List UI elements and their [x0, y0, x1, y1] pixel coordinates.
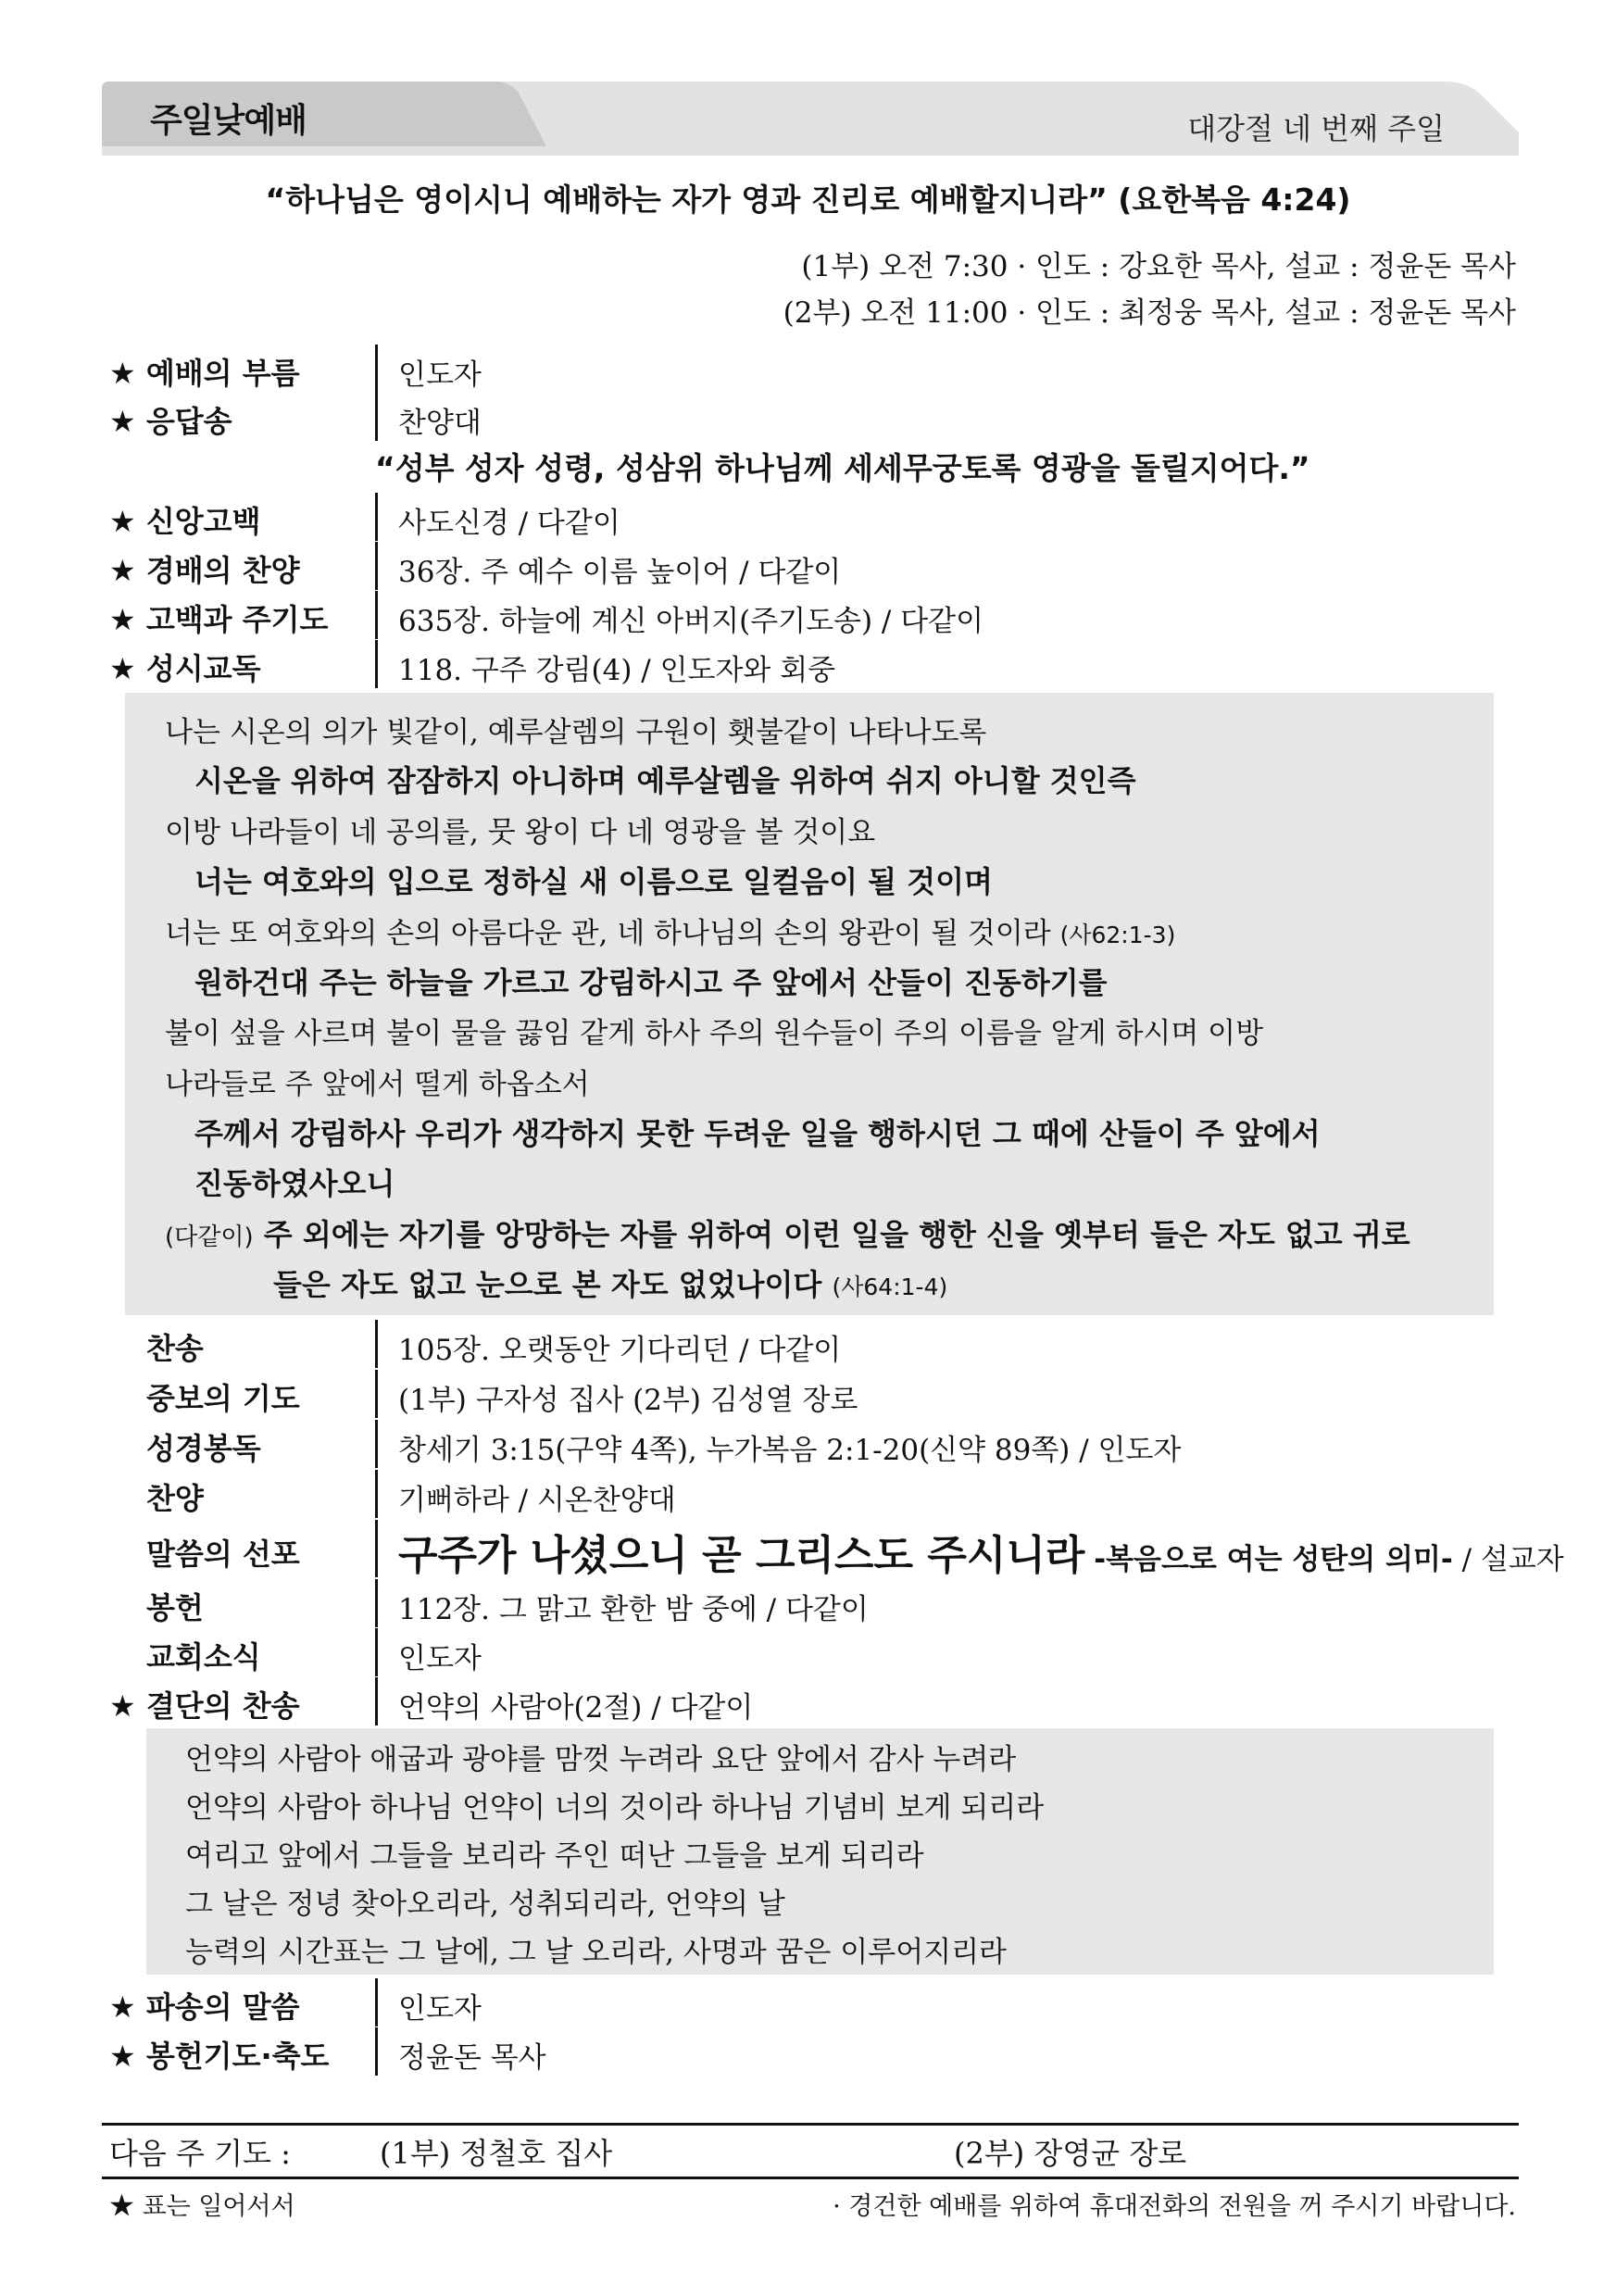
- row-divider: [375, 1470, 378, 1518]
- row-divider: [375, 493, 378, 541]
- order-value: 창세기 3:15(구약 4쪽), 누가복음 2:1-20(신약 89쪽) / 인도자: [398, 1434, 1182, 1467]
- order-label: ★ 파송의 말씀: [109, 1989, 300, 2025]
- service-second: (2부) 오전 11:00 · 인도 : 최정웅 목사, 설교 : 정윤돈 목사: [783, 296, 1516, 330]
- order-row: [109, 393, 1517, 441]
- row-divider: [375, 1579, 378, 1627]
- order-row: [109, 493, 1517, 541]
- sunday-subtitle: 대강절 네 번째 주일: [1187, 111, 1445, 146]
- order-value: 112장. 그 맑고 환한 밤 중에 / 다같이: [398, 1593, 869, 1626]
- order-value: 기뻐하라 / 시온찬양대: [398, 1484, 676, 1517]
- order-row: [109, 1370, 1517, 1418]
- sermon-row: [109, 1520, 1564, 1579]
- order-value: 찬양대: [398, 407, 482, 440]
- next-week-prayer-label: 다음 주 기도 :: [109, 2136, 291, 2171]
- order-row: [109, 1470, 1517, 1518]
- order-row: [109, 1628, 1517, 1676]
- row-divider: [375, 1370, 378, 1418]
- reading-leader-line: [165, 910, 1175, 951]
- phone-notice: · 경건한 예배를 위하여 휴대전화의 전원을 꺼 주시기 바랍니다.: [833, 2192, 1516, 2221]
- order-row: [109, 640, 1517, 688]
- order-value: 사도신경 / 다같이: [398, 507, 620, 540]
- order-label: 찬송: [146, 1331, 204, 1366]
- reading-text: 너는 또 여호와의 손의 아름다운 관, 네 하나님의 손의 왕관이 될 것이라: [165, 917, 1051, 950]
- next-week-prayer-second: (2부) 장영균 장로: [954, 2136, 1187, 2171]
- reading-text: 주 외에는 자기를 앙망하는 자를 위하여 이런 일을 행한 신을 옛부터 들은 자도 없고 귀로: [263, 1217, 1410, 1252]
- reading-leader-line: 이방 나라들이 네 공의를, 뭇 왕이 다 네 영광을 볼 것이요: [165, 816, 876, 849]
- all-together-marker: (다같이): [165, 1223, 254, 1251]
- row-divider: [375, 2027, 378, 2076]
- order-row: [109, 1978, 1517, 2026]
- scripture-reference: (사64:1-4): [832, 1273, 948, 1300]
- order-value: 635장. 하늘에 계신 아버지(주기도송) / 다같이: [398, 605, 984, 638]
- order-label: ★ 결단의 찬송: [109, 1688, 300, 1724]
- order-value: 인도자: [398, 1642, 482, 1675]
- row-divider: [375, 1978, 378, 2026]
- reading-people-line: 원하건대 주는 하늘을 가르고 강림하시고 주 앞에서 산들이 진동하기를: [194, 965, 1108, 1000]
- order-row: [109, 2027, 1517, 2076]
- row-divider: [375, 1520, 378, 1577]
- order-row: [109, 345, 1517, 393]
- order-label: ★ 응답송: [109, 404, 232, 439]
- sermon-title: 구주가 나셨으니 곧 그리스도 주시니라: [398, 1532, 1085, 1579]
- row-divider: [375, 393, 378, 441]
- order-row: [109, 591, 1517, 639]
- service-first: (1부) 오전 7:30 · 인도 : 강요한 목사, 설교 : 정윤돈 목사: [801, 250, 1516, 283]
- hymn-lyric-line: 능력의 시간표는 그 날에, 그 날 오리라, 사명과 꿈은 이루어지리라: [185, 1936, 1007, 1969]
- order-label: ★ 신앙고백: [109, 504, 261, 539]
- order-label: 말씀의 선포: [146, 1537, 300, 1572]
- reading-all-line: [165, 1211, 1410, 1254]
- order-label: 봉헌: [146, 1590, 204, 1625]
- row-divider: [375, 1677, 378, 1725]
- sermon-subtitle: -복음으로 여는 성탄의 의미-: [1094, 1543, 1453, 1576]
- order-row: [109, 1320, 1517, 1368]
- row-divider: [375, 542, 378, 590]
- order-label: ★ 경배의 찬양: [109, 553, 300, 588]
- order-label: ★ 성시교독: [109, 651, 261, 686]
- standing-note: ★ 표는 일어서서: [109, 2192, 295, 2221]
- order-row: [109, 1579, 1517, 1627]
- order-value: 정윤돈 목사: [398, 2041, 546, 2075]
- section-header: [102, 82, 1519, 156]
- order-value: 언약의 사람아(2절) / 다같이: [398, 1691, 754, 1725]
- sermon-value: [398, 1522, 1564, 1581]
- row-divider: [375, 1628, 378, 1676]
- reading-people-line: 너는 여호와의 입으로 정하실 새 이름으로 일컬음이 될 것이며: [194, 864, 993, 899]
- order-label: 찬양: [146, 1481, 204, 1516]
- scripture-reference: (사62:1-3): [1059, 922, 1176, 948]
- order-label: 성경봉독: [146, 1431, 261, 1466]
- reading-text: 들은 자도 없고 눈으로 본 자도 없었나이다: [273, 1267, 822, 1302]
- hymn-lyric-line: 그 날은 정녕 찾아오리라, 성취되리라, 언약의 날: [185, 1888, 785, 1921]
- hymn-lyric-line: 언약의 사람아 애굽과 광야를 맘껏 누려라 요단 앞에서 감사 누려라: [185, 1743, 1017, 1776]
- order-value: 118. 구주 강림(4) / 인도자와 회중: [398, 654, 836, 687]
- order-label: ★ 고백과 주기도: [109, 602, 329, 637]
- hymn-lyric-line: 언약의 사람아 하나님 언약이 너의 것이라 하나님 기념비 보게 되리라: [185, 1791, 1045, 1825]
- hymn-lyric-line: 여리고 앞에서 그들을 보리라 주인 떠난 그들을 보게 되리라: [185, 1839, 924, 1873]
- order-value: 105장. 오랫동안 기다리던 / 다같이: [398, 1334, 842, 1367]
- next-week-prayer-first: (1부) 정철호 집사: [380, 2136, 613, 2171]
- order-value: 인도자: [398, 358, 482, 392]
- order-row: [109, 542, 1517, 590]
- order-label: ★ 예배의 부름: [109, 356, 300, 391]
- reading-all-line: [273, 1261, 947, 1304]
- order-label: ★ 봉헌기도·축도: [109, 2039, 330, 2074]
- footer-bottom-rule: [102, 2177, 1519, 2179]
- order-row: [109, 1677, 1517, 1725]
- reading-people-line: 진동하였사오니: [194, 1166, 395, 1201]
- row-divider: [375, 591, 378, 639]
- order-row: [109, 1420, 1517, 1468]
- order-value: 36장. 주 예수 이름 높이어 / 다같이: [398, 556, 842, 589]
- order-label: 교회소식: [146, 1639, 261, 1675]
- sermon-preacher: / 설교자: [1452, 1543, 1564, 1576]
- motto-verse: “하나님은 영이시니 예배하는 자가 영과 진리로 예배할지니라” (요한복음 4:24): [265, 182, 1351, 218]
- footer-top-rule: [102, 2123, 1519, 2126]
- row-divider: [375, 1420, 378, 1468]
- row-divider: [375, 345, 378, 393]
- reading-people-line: 주께서 강림하사 우리가 생각하지 못한 두려운 일을 행하시던 그 때에 산들이 주 앞에서: [194, 1116, 1321, 1151]
- service-title: 주일낮예배: [150, 102, 307, 140]
- reading-people-line: 시온을 위하여 잠잠하지 아니하며 예루살렘을 위하여 쉬지 아니할 것인즉: [194, 763, 1136, 798]
- row-divider: [375, 640, 378, 688]
- order-value: 인도자: [398, 1992, 482, 2026]
- reading-leader-line: 나라들로 주 앞에서 떨게 하옵소서: [165, 1068, 590, 1101]
- row-divider: [375, 1320, 378, 1368]
- reading-leader-line: 불이 섶을 사르며 불이 물을 끓임 같게 하사 주의 원수들이 주의 이름을 알게 하시며 이방: [165, 1017, 1264, 1050]
- order-value: (1부) 구자성 집사 (2부) 김성열 장로: [398, 1384, 858, 1417]
- response-quote: “성부 성자 성령, 성삼위 하나님께 세세무궁토록 영광을 돌릴지어다.”: [375, 450, 1310, 486]
- order-label: 중보의 기도: [146, 1381, 300, 1416]
- reading-leader-line: 나는 시온의 의가 빛같이, 예루살렘의 구원이 횃불같이 나타나도록: [165, 716, 987, 749]
